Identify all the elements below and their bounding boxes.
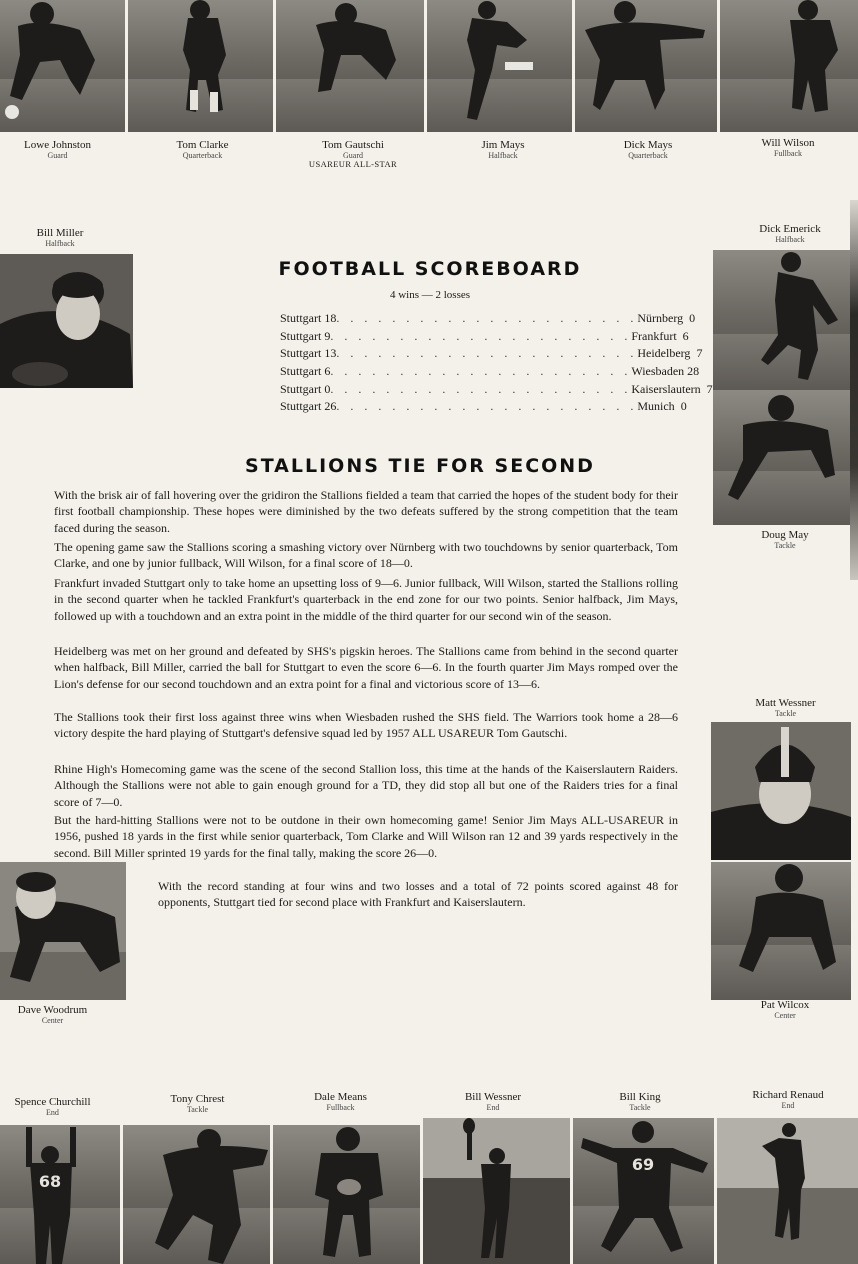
player-position: Halfback [775, 234, 805, 244]
caption-dave-woodrum [0, 1005, 105, 1025]
player-name: Jim Mays [481, 139, 525, 151]
photo-bill-wessner [423, 1118, 570, 1264]
score-row [280, 398, 687, 416]
photo-tom-clarke [128, 0, 273, 132]
caption-bill-wessner [438, 1092, 548, 1112]
player-position: Tackle [186, 1104, 209, 1114]
player-name: Doug May [761, 529, 809, 541]
article-paragraph: But the hard-hitting Stallions were not to be outdone in their own homecoming game! Senior Jim Mays ALL-USAREUR in 1956, pushed 18 yards in the first while senior quarterback, Tom Clarke and Will Wilson ran 12 and 39 yards respectively in the second. Bill Miller sprinted 19 yards for the final tally, making the score 26—0. [54, 813, 678, 860]
player-name: Bill King [619, 1091, 661, 1103]
caption-tony-chrest [140, 1094, 255, 1114]
caption-bill-king [585, 1092, 695, 1112]
player-position: Tackle [774, 540, 796, 550]
player-position: Fullback [774, 148, 802, 158]
stuttgart-score: Stuttgart 6 [280, 364, 331, 379]
caption-spence-churchill [0, 1097, 105, 1117]
leader-dots: . . . . . . . . . . . . . . . . . . . . . . [336, 399, 638, 414]
caption-lowe-johnston [0, 140, 115, 160]
stuttgart-score: Stuttgart 9 [280, 328, 331, 343]
caption-bill-miller [0, 228, 120, 248]
player-position: Guard [47, 150, 68, 160]
article-paragraph: With the brisk air of fall hovering over the gridiron the Stallions fielded a team that carried the hopes of the student body for their first football championship. These hopes were diminished by the two defeats suffered by the strong competition that the team faced during the season. [54, 488, 678, 535]
caption-dick-emerick [730, 224, 850, 244]
caption-richard-renaud [728, 1090, 848, 1110]
player-name: Spence Churchill [14, 1096, 91, 1108]
photo-dave-woodrum [0, 862, 126, 1000]
caption-tom-gautschi [283, 140, 423, 169]
caption-jim-mays [443, 140, 563, 160]
caption-matt-wessner [728, 698, 843, 718]
player-name: Tom Clarke [176, 139, 229, 151]
player-position: Tackle [774, 708, 797, 718]
player-position: Center [774, 1010, 796, 1020]
caption-will-wilson [728, 138, 848, 158]
page-edge-strip [850, 200, 858, 580]
scoreboard-record: 4 wins — 2 losses [389, 289, 471, 301]
player-position: End [781, 1100, 795, 1110]
photo-tom-gautschi [276, 0, 424, 132]
caption-dale-means [288, 1092, 393, 1112]
caption-pat-wilcox [730, 1000, 840, 1020]
caption-tom-clarke [140, 140, 265, 160]
player-name: Tony Chrest [170, 1093, 225, 1105]
score-row [280, 328, 689, 346]
player-award: USAREUR ALL-STAR [308, 158, 398, 169]
stuttgart-score: Stuttgart 26 [280, 399, 337, 414]
photo-dick-mays [575, 0, 717, 132]
photo-dale-means [273, 1125, 420, 1264]
player-position: End [46, 1107, 59, 1117]
player-position: Quarterback [628, 150, 668, 160]
photo-doug-may [713, 390, 851, 525]
photo-richard-renaud [717, 1118, 858, 1264]
scoreboard-title: FOOTBALL SCOREBOARD [278, 258, 582, 280]
score-row [280, 380, 713, 398]
opponent-result: Heidelberg 7 [637, 346, 703, 361]
caption-dick-mays [588, 140, 708, 160]
leader-dots: . . . . . . . . . . . . . . . . . . . . . . [336, 311, 638, 326]
article-paragraph: With the record standing at four wins and two losses and a total of 72 points scored against 48 for opponents, Stuttgart tied for second place with Frankfurt and Kaiserslautern. [158, 879, 678, 910]
photo-bill-king [573, 1118, 714, 1264]
player-name: Bill Wessner [464, 1091, 522, 1103]
article-paragraph: Heidelberg was met on her ground and defeated by SHS's pigskin heroes. The Stallions came from behind in the second quarter when halfback, Bill Miller, carried the ball for Stuttgart to even the score 6—6. In the fourth quarter Jim Mays romped over the Lion's defense for our second touchdown and an extra point for a final and victorious score of 13—6. [54, 644, 678, 691]
player-name: Pat Wilcox [760, 999, 810, 1011]
opponent-result: Frankfurt 6 [631, 328, 689, 343]
score-row [280, 345, 703, 363]
player-name: Matt Wessner [755, 697, 816, 709]
player-position: Fullback [326, 1102, 355, 1112]
photo-dick-emerick [713, 250, 851, 390]
article-paragraph: The Stallions took their first loss against three wins when Wiesbaden rushed the SHS field. The Warriors took home a 28—6 victory despite the hard playing of Stuttgart's defensive squad led by 1957 ALL USAREUR Tom Gautschi. [54, 710, 678, 741]
leader-dots: . . . . . . . . . . . . . . . . . . . . . . [330, 364, 632, 379]
opponent-result: Nürnberg 0 [637, 311, 696, 326]
player-name: Bill Miller [36, 227, 84, 239]
player-name: Dave Woodrum [17, 1004, 88, 1016]
photo-matt-wessner [711, 722, 851, 860]
stuttgart-score: Stuttgart 18 [280, 311, 337, 326]
player-position: Guard [343, 150, 363, 160]
player-position: End [486, 1102, 500, 1112]
jersey-number: 68 [38, 1172, 62, 1191]
score-row [280, 363, 700, 381]
player-name: Richard Renaud [752, 1089, 824, 1101]
opponent-result: Munich 0 [637, 399, 687, 414]
player-name: Dale Means [314, 1091, 367, 1103]
caption-doug-may [730, 530, 840, 550]
player-position: Quarterback [182, 150, 223, 160]
article-headline: STALLIONS TIE FOR SECOND [245, 455, 595, 477]
photo-pat-wilcox [711, 862, 851, 1000]
opponent-result: Kaiserslautern 7 [631, 381, 713, 396]
player-position: Center [41, 1015, 64, 1025]
opponent-result: Wiesbaden 28 [631, 364, 700, 379]
leader-dots: . . . . . . . . . . . . . . . . . . . . . . [330, 328, 632, 343]
player-name: Lowe Johnston [24, 139, 91, 151]
photo-will-wilson [720, 0, 858, 132]
article-paragraph: The opening game saw the Stallions scoring a smashing victory over Nürnberg with two touchdowns by senior quarterback, Tom Clarke, and one by junior fullback, Will Wilson, for a final score of 18—0. [54, 540, 678, 571]
scoreboard-table [280, 310, 713, 416]
photo-jim-mays [427, 0, 572, 132]
photo-tony-chrest [123, 1125, 270, 1264]
photo-lowe-johnston [0, 0, 125, 132]
player-position: Halfback [45, 238, 75, 248]
player-name: Dick Mays [623, 139, 673, 151]
stuttgart-score: Stuttgart 13 [280, 346, 337, 361]
player-name: Tom Gautschi [322, 139, 384, 151]
score-row [280, 310, 696, 328]
leader-dots: . . . . . . . . . . . . . . . . . . . . . . [336, 346, 638, 361]
photo-spence-churchill [0, 1125, 120, 1264]
jersey-number: 69 [631, 1155, 655, 1174]
player-name: Will Wilson [761, 137, 815, 149]
player-position: Halfback [488, 150, 518, 160]
article-paragraph: Rhine High's Homecoming game was the scene of the second Stallion loss, this time at the hands of the Kaiserslautern Raiders. Although the Stallions were not able to gain enough ground for a TD, they did stop all but one of the Raiders tries for a final score of 7—0. [54, 762, 678, 809]
player-position: Tackle [629, 1102, 651, 1112]
stuttgart-score: Stuttgart 0 [280, 381, 331, 396]
article-paragraph: Frankfurt invaded Stuttgart only to take home an upsetting loss of 9—6. Junior fullback, Will Wilson, started the Stallions rolling in the second quarter when he tackled Frankfurt's quarterback in the end zone for our two points. Senior halfback, Jim Mays, followed up with a touchdown and an extra point in the middle of the third quarter for our second win of the season. [54, 576, 678, 623]
photo-bill-miller [0, 254, 133, 388]
leader-dots: . . . . . . . . . . . . . . . . . . . . . . [330, 381, 632, 396]
player-name: Dick Emerick [759, 223, 821, 235]
